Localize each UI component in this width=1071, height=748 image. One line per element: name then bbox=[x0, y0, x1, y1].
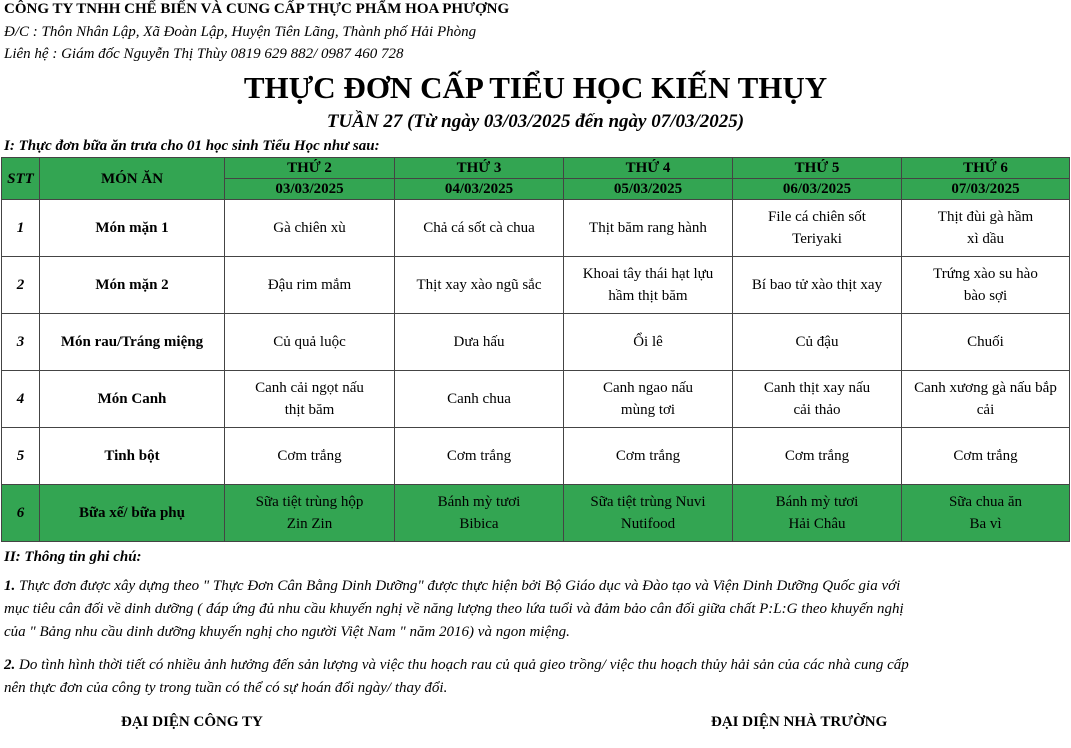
menu-item-text: Bí bao tử xào thịt xay bbox=[751, 277, 883, 293]
menu-cell bbox=[225, 314, 395, 371]
menu-item-text: cải thảo bbox=[793, 402, 841, 418]
menu-cell bbox=[564, 371, 733, 428]
menu-item-text: bào sợi bbox=[963, 288, 1008, 304]
menu-item-text: Thịt xay xào ngũ sắc bbox=[416, 277, 542, 293]
menu-item-text: Cơm trắng bbox=[277, 448, 342, 464]
row-number: 6 bbox=[2, 485, 40, 542]
note-2-line: nên thực đơn của công ty trong tuần có thể có sự hoán đổi ngày/ thay đổi. bbox=[4, 680, 448, 696]
dish-category: Tinh bột bbox=[40, 428, 225, 485]
menu-item-text: Canh ngao nấu bbox=[603, 380, 693, 396]
menu-item-text: mùng tơi bbox=[620, 402, 676, 418]
menu-item-text: Nutifood bbox=[620, 516, 676, 532]
menu-item-text: Cơm trắng bbox=[615, 448, 681, 464]
menu-item-text: Sữa chua ăn bbox=[948, 494, 1023, 510]
note-1 bbox=[4, 575, 1068, 644]
menu-item-text: Teriyaki bbox=[792, 231, 842, 247]
menu-cell bbox=[902, 371, 1070, 428]
dish-header: MÓN ĂN bbox=[40, 158, 225, 200]
menu-item-text: Sữa tiệt trùng hộp bbox=[255, 494, 364, 510]
section-2-heading: II: Thông tin ghi chú: bbox=[4, 549, 142, 565]
dish-category: Món rau/Tráng miệng bbox=[40, 314, 225, 371]
date-header: 07/03/2025 bbox=[902, 179, 1070, 200]
menu-cell bbox=[395, 314, 564, 371]
menu-item-text: Ổi lê bbox=[633, 334, 663, 350]
menu-cell bbox=[225, 257, 395, 314]
menu-row bbox=[2, 314, 1070, 371]
menu-cell bbox=[225, 485, 395, 542]
menu-item-text: Canh xương gà nấu bắp bbox=[914, 380, 1057, 396]
menu-cell bbox=[733, 485, 902, 542]
company-address: Đ/C : Thôn Nhân Lập, Xã Đoàn Lập, Huyện Tiên Lãng, Thành phố Hải Phòng bbox=[4, 24, 477, 40]
section-1-heading: I: Thực đơn bữa ăn trưa cho 01 học sinh Tiểu Học như sau: bbox=[4, 138, 380, 154]
note-1-line: mục tiêu cân đối về dinh dưỡng ( đáp ứng đủ nhu cầu khuyến nghị về năng lượng theo lứa tuổi và đảm bảo cân đối giữa chất P:L:G theo khuyến nghị bbox=[4, 601, 904, 617]
menu-item-text: Chả cá sốt cà chua bbox=[423, 220, 535, 236]
menu-item-text: xì dầu bbox=[966, 231, 1005, 247]
menu-cell bbox=[733, 257, 902, 314]
menu-cell bbox=[902, 428, 1070, 485]
stt-header: STT bbox=[2, 158, 40, 200]
note-1-line: của " Bảng nhu cầu dinh dưỡng khuyến nghị cho người Việt Nam " năm 2016) và ngon miệng. bbox=[4, 624, 570, 640]
menu-item-text: Thịt đùi gà hầm bbox=[937, 209, 1034, 225]
menu-item-text: Chuối bbox=[967, 334, 1004, 350]
menu-cell bbox=[902, 257, 1070, 314]
row-number: 3 bbox=[2, 314, 40, 371]
company-representative-label: ĐẠI DIỆN CÔNG TY bbox=[121, 714, 263, 730]
menu-item-text: Sữa tiệt trùng Nuvi bbox=[590, 494, 706, 510]
menu-item-text: Zin Zin bbox=[286, 516, 333, 532]
day-header: THỨ 4 bbox=[564, 158, 733, 179]
menu-cell bbox=[902, 314, 1070, 371]
menu-cell bbox=[395, 371, 564, 428]
menu-cell bbox=[733, 371, 902, 428]
menu-cell bbox=[733, 314, 902, 371]
week-subtitle: TUẦN 27 (Từ ngày 03/03/2025 đến ngày 07/03/2025) bbox=[326, 111, 745, 132]
menu-item-text: File cá chiên sốt bbox=[768, 209, 866, 225]
menu-item-text: Bánh mỳ tươi bbox=[775, 494, 859, 510]
menu-row bbox=[2, 428, 1070, 485]
menu-cell bbox=[395, 428, 564, 485]
menu-item-text: thịt băm bbox=[284, 402, 335, 418]
dish-category: Món mặn 1 bbox=[40, 200, 225, 257]
menu-cell bbox=[395, 200, 564, 257]
row-number: 1 bbox=[2, 200, 40, 257]
date-header: 03/03/2025 bbox=[225, 179, 395, 200]
menu-cell bbox=[902, 200, 1070, 257]
menu-item-text: Đậu rim mắm bbox=[267, 277, 352, 293]
dish-category: Món mặn 2 bbox=[40, 257, 225, 314]
day-header: THỨ 6 bbox=[902, 158, 1070, 179]
menu-cell bbox=[395, 257, 564, 314]
date-header: 04/03/2025 bbox=[395, 179, 564, 200]
note-2 bbox=[4, 654, 1068, 700]
row-number: 2 bbox=[2, 257, 40, 314]
menu-table bbox=[1, 157, 1070, 542]
menu-item-text: Canh thịt xay nấu bbox=[763, 380, 871, 396]
company-contact: Liên hệ : Giám đốc Nguyễn Thị Thùy 0819 629 882/ 0987 460 728 bbox=[4, 46, 404, 62]
menu-item-text: hầm thịt băm bbox=[608, 288, 688, 304]
row-number: 4 bbox=[2, 371, 40, 428]
note-2-number: 2. bbox=[4, 657, 16, 673]
menu-cell bbox=[564, 314, 733, 371]
menu-item-text: Bánh mỳ tươi bbox=[437, 494, 521, 510]
note-2-line: Do tình hình thời tiết có nhiều ảnh hưởng đến sản lượng và việc thu hoạch rau củ quả gieo trồng/ việc thu hoạch thủy hải sản của các nhà cung cấp bbox=[19, 657, 909, 673]
menu-table-body bbox=[2, 158, 1070, 542]
menu-item-text: Dưa hấu bbox=[453, 334, 505, 350]
menu-item-text: Củ quả luộc bbox=[273, 334, 346, 350]
menu-cell bbox=[902, 485, 1070, 542]
note-1-line: Thực đơn được xây dựng theo " Thực Đơn Cân Bằng Dinh Dưỡng" được thực hiện bởi Bộ Giáo dục và Đào tạo và Viện Dinh Dưỡng Quốc gia với bbox=[19, 578, 901, 594]
page-title: THỰC ĐƠN CẤP TIỂU HỌC KIẾN THỤY bbox=[243, 70, 828, 105]
row-number: 5 bbox=[2, 428, 40, 485]
menu-cell bbox=[225, 200, 395, 257]
menu-item-text: Trứng xào su hào bbox=[933, 266, 1038, 282]
menu-item-text: Thịt băm rang hành bbox=[589, 220, 707, 236]
dish-category: Bữa xế/ bữa phụ bbox=[40, 485, 225, 542]
day-header: THỨ 3 bbox=[395, 158, 564, 179]
menu-cell bbox=[733, 428, 902, 485]
school-representative-label: ĐẠI DIỆN NHÀ TRƯỜNG bbox=[711, 714, 888, 730]
menu-cell bbox=[225, 428, 395, 485]
menu-cell bbox=[225, 371, 395, 428]
menu-item-text: cải bbox=[976, 402, 995, 418]
menu-item-text: Cơm trắng bbox=[446, 448, 512, 464]
note-1-number: 1. bbox=[4, 578, 16, 594]
menu-item-text: Canh chua bbox=[447, 391, 511, 407]
menu-item-text: Khoai tây thái hạt lựu bbox=[582, 266, 714, 282]
menu-row bbox=[2, 200, 1070, 257]
menu-item-text: Cơm trắng bbox=[953, 448, 1018, 464]
header-row-days bbox=[2, 158, 1070, 179]
menu-row bbox=[2, 485, 1070, 542]
menu-item-text: Cơm trắng bbox=[784, 448, 850, 464]
menu-cell bbox=[564, 428, 733, 485]
day-header: THỨ 5 bbox=[733, 158, 902, 179]
date-header: 06/03/2025 bbox=[733, 179, 902, 200]
menu-row bbox=[2, 371, 1070, 428]
day-header: THỨ 2 bbox=[225, 158, 395, 179]
menu-row bbox=[2, 257, 1070, 314]
dish-category: Món Canh bbox=[40, 371, 225, 428]
menu-cell bbox=[564, 485, 733, 542]
menu-cell bbox=[564, 200, 733, 257]
company-name: CÔNG TY TNHH CHẾ BIẾN VÀ CUNG CẤP THỰC PHẨM HOA PHƯỢNG bbox=[4, 1, 510, 17]
menu-cell bbox=[564, 257, 733, 314]
menu-item-text: Củ đậu bbox=[795, 334, 839, 350]
menu-item-text: Bibica bbox=[459, 516, 499, 532]
menu-item-text: Ba vì bbox=[969, 516, 1002, 532]
date-header: 05/03/2025 bbox=[564, 179, 733, 200]
menu-item-text: Gà chiên xù bbox=[273, 220, 346, 236]
menu-item-text: Canh cải ngọt nấu bbox=[255, 380, 364, 396]
menu-item-text: Hải Châu bbox=[788, 516, 846, 532]
menu-cell bbox=[733, 200, 902, 257]
menu-cell bbox=[395, 485, 564, 542]
